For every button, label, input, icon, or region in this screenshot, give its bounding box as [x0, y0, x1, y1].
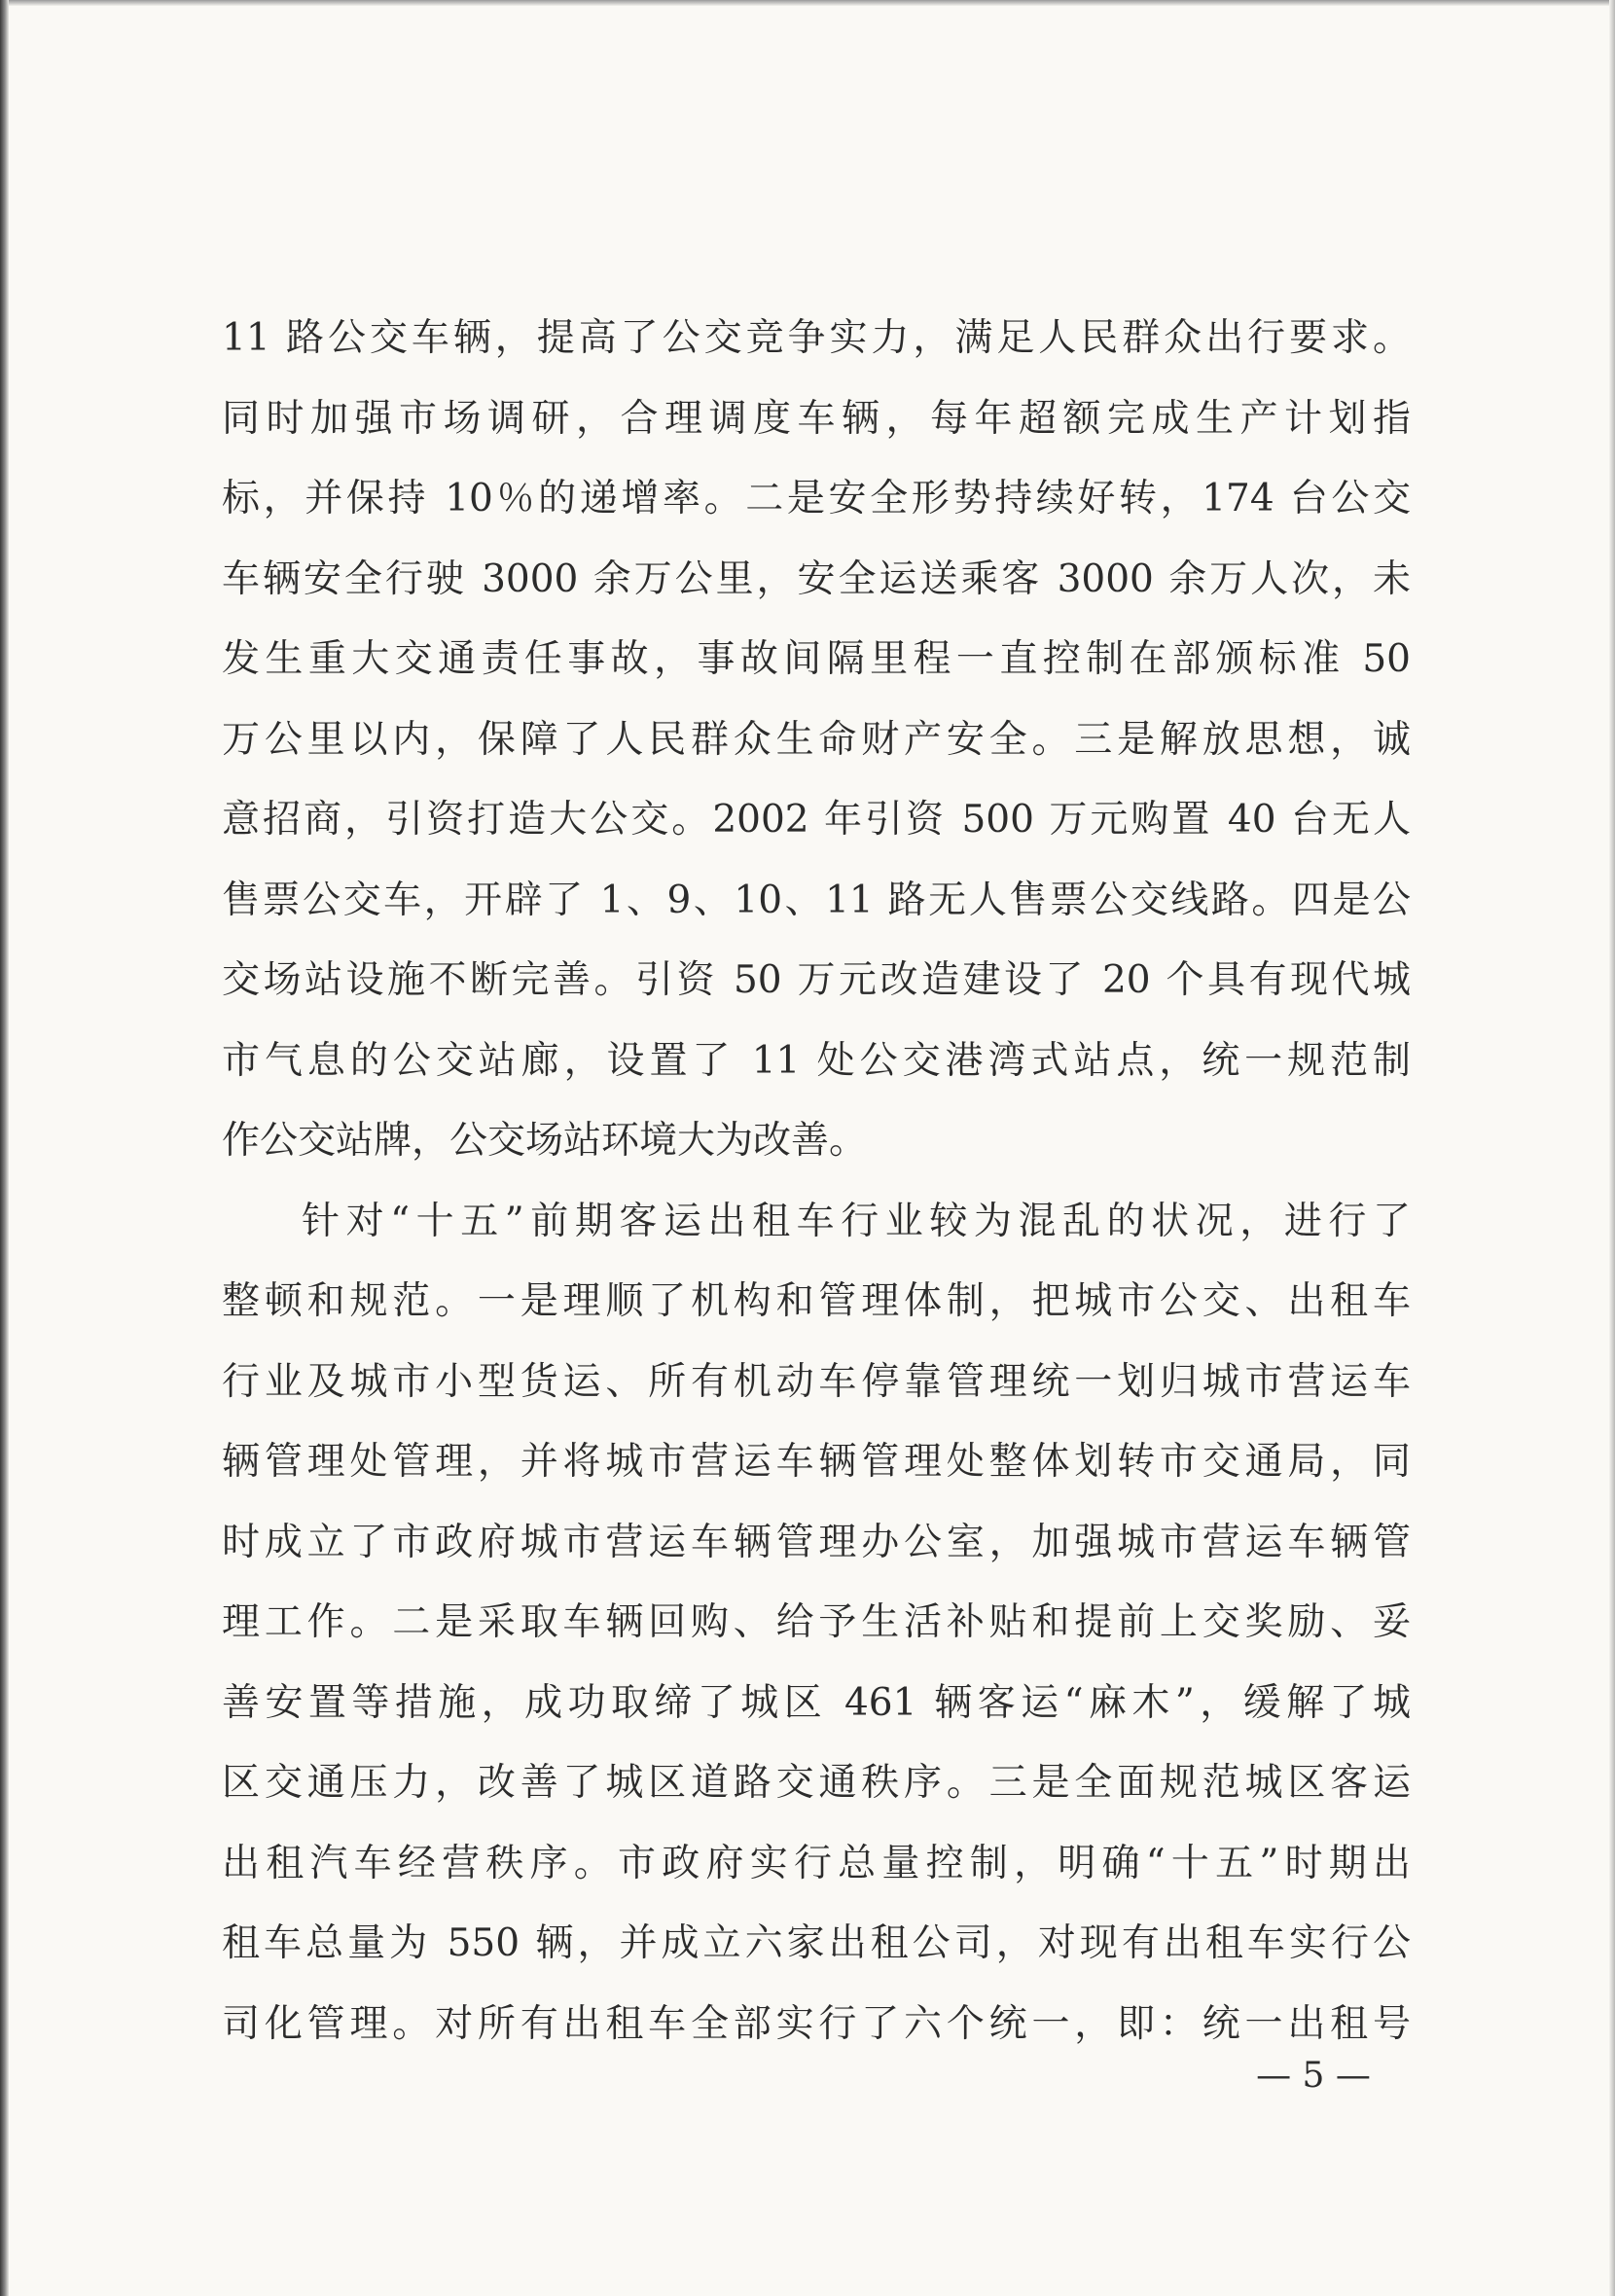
text-line: 行业及城市小型货运、所有机动车停靠管理统一划归城市营运车 [222, 1359, 1411, 1404]
text-line: 11 路公交车辆，提高了公交竞争实力，满足人民群众出行要求。 [222, 316, 1411, 360]
text-line: 整顿和规范。一是理顺了机构和管理体制，把城市公交、出租车 [222, 1279, 1411, 1323]
text-line: 发生重大交通责任事故，事故间隔里程一直控制在部颁标准 50 [222, 637, 1411, 681]
text-line: 区交通压力，改善了城区道路交通秩序。三是全面规范城区客运 [222, 1761, 1411, 1805]
text-line: 辆管理处管理，并将城市营运车辆管理处整体划转市交通局，同 [222, 1440, 1411, 1484]
page-number: — 5 — [1256, 2056, 1371, 2096]
paragraph-2 [222, 1182, 1411, 2065]
text-line: 交场站设施不断完善。引资 50 万元改造建设了 20 个具有现代城 [222, 958, 1411, 1002]
text-line: 万公里以内，保障了人民群众生命财产安全。三是解放思想，诚 [222, 717, 1411, 762]
text-line: 善安置等措施，成功取缔了城区 461 辆客运“麻木”，缓解了城 [222, 1680, 1411, 1725]
text-line: 车辆安全行驶 3000 余万公里，安全运送乘客 3000 余万人次，未 [222, 556, 1411, 601]
text-line: 司化管理。对所有出租车全部实行了六个统一，即：统一出租号 [222, 2001, 1411, 2046]
body-text [222, 299, 1411, 2064]
text-line: 出租汽车经营秩序。市政府实行总量控制，明确“十五”时期出 [222, 1841, 1411, 1885]
scan-edge-left [0, 0, 9, 2296]
text-line: 针对“十五”前期客运出租车行业较为混乱的状况，进行了 [302, 1199, 1411, 1243]
text-line: 理工作。二是采取车辆回购、给予生活补贴和提前上交奖励、妥 [222, 1600, 1411, 1644]
text-line: 市气息的公交站廊，设置了 11 处公交港湾式站点，统一规范制 [222, 1038, 1411, 1083]
text-line: 意招商，引资打造大公交。2002 年引资 500 万元购置 40 台无人 [222, 798, 1411, 842]
scan-edge-top [0, 0, 1615, 6]
scan-edge-right [1609, 0, 1615, 2296]
text-line: 租车总量为 550 辆，并成立六家出租公司，对现有出租车实行公 [222, 1921, 1411, 1965]
text-line: 标，并保持 10％的递增率。二是安全形势持续好转，174 台公交 [222, 477, 1411, 520]
text-line: 同时加强市场调研，合理调度车辆，每年超额完成生产计划指 [222, 396, 1411, 441]
text-line: 时成立了市政府城市营运车辆管理办公室，加强城市营运车辆管 [222, 1520, 1411, 1564]
text-line: 作公交站牌，公交场站环境大为改善。 [222, 1119, 868, 1163]
text-line: 售票公交车，开辟了 1、9、10、11 路无人售票公交线路。四是公 [222, 878, 1411, 922]
paragraph-1 [222, 299, 1411, 1182]
